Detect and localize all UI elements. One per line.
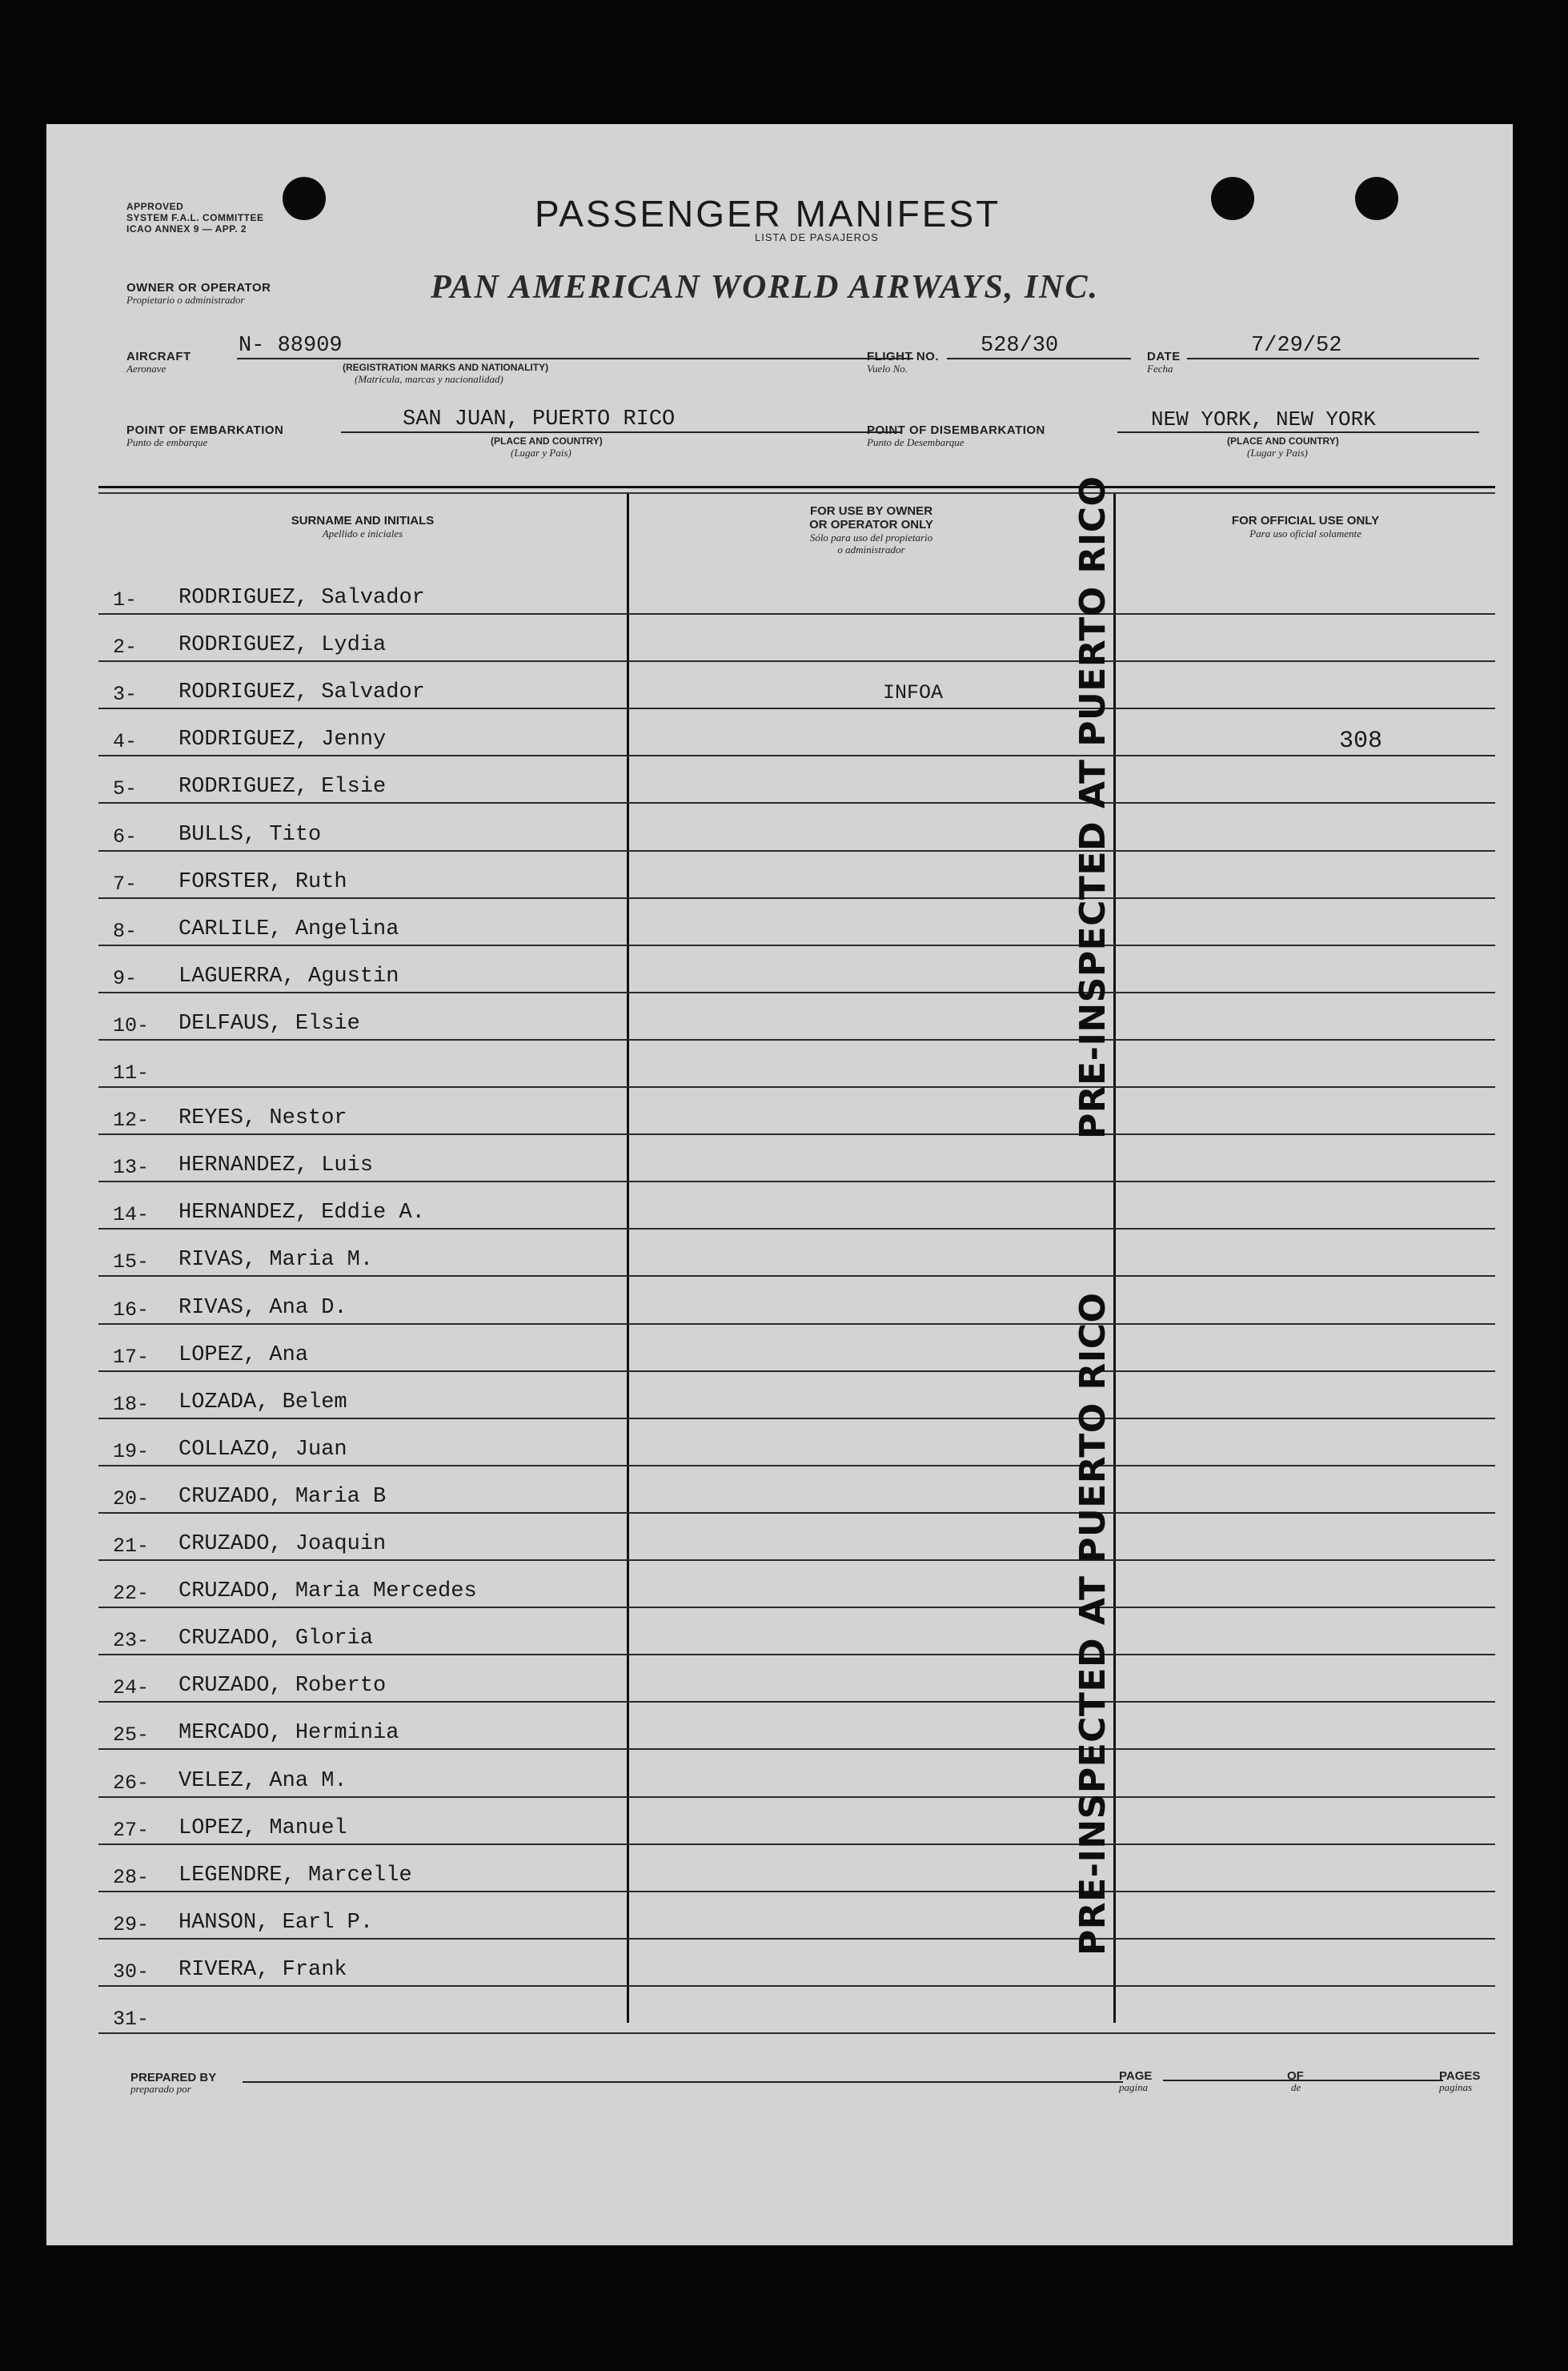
passenger-name: FORSTER, Ruth — [178, 869, 347, 894]
table-row — [98, 804, 1495, 852]
row-number: 15- — [113, 1250, 150, 1274]
passenger-name: CRUZADO, Joaquin — [178, 1532, 387, 1556]
owner-header-line: FOR USE BY OWNER — [809, 504, 933, 518]
owner-label-es: Propietario o administrador — [126, 294, 245, 306]
surname-header-es: Apellido e iniciales — [322, 528, 403, 540]
row-number: 2- — [113, 636, 138, 660]
table-row — [98, 1466, 1495, 1514]
owner-label: OWNER OR OPERATOR — [126, 281, 271, 295]
table-row — [98, 615, 1495, 662]
passenger-name: LOPEZ, Manuel — [178, 1815, 347, 1840]
disembark-value: NEW YORK, NEW YORK — [1151, 407, 1376, 431]
approval-line: APPROVED — [126, 201, 184, 212]
row-number: 24- — [113, 1676, 150, 1700]
passenger-name: LEGENDRE, Marcelle — [178, 1863, 412, 1888]
passenger-name: REYES, Nestor — [178, 1106, 347, 1131]
passenger-name: HERNANDEZ, Luis — [178, 1153, 374, 1178]
row-number: 25- — [113, 1723, 150, 1747]
prepared-label-es: preparado por — [130, 2083, 191, 2095]
row-number: 26- — [113, 1771, 150, 1795]
embark-value: SAN JUAN, PUERTO RICO — [403, 407, 676, 431]
passenger-name: RODRIGUEZ, Salvador — [178, 680, 425, 705]
table-row — [98, 709, 1495, 756]
pages-label: PAGES — [1439, 2069, 1481, 2083]
row-number: 30- — [113, 1960, 150, 1984]
official-use-cell: 308 — [1339, 728, 1383, 756]
passenger-name: RODRIGUEZ, Lydia — [178, 633, 387, 658]
official-column-header — [1116, 514, 1495, 540]
owner-header-es-line: Sólo para uso del propietario — [809, 532, 933, 544]
passenger-name: RIVERA, Frank — [178, 1957, 347, 1982]
table-row — [98, 1845, 1495, 1892]
approval-note — [126, 201, 264, 235]
embark-label: POINT OF EMBARKATION — [126, 423, 284, 437]
row-number: 21- — [113, 1535, 150, 1558]
table-row — [98, 852, 1495, 899]
disembark-label-es: Punto de Desembarque — [867, 436, 964, 448]
passenger-name: DELFAUS, Elsie — [178, 1011, 360, 1036]
row-number: 17- — [113, 1345, 150, 1369]
table-row — [98, 1372, 1495, 1419]
embark-note: (PLACE AND COUNTRY) — [491, 435, 603, 447]
aircraft-value: N- 88909 — [239, 334, 343, 358]
table-row — [98, 993, 1495, 1041]
row-number: 12- — [113, 1109, 150, 1133]
punch-hole — [283, 177, 326, 220]
punch-hole — [1211, 177, 1254, 220]
passenger-name: HANSON, Earl P. — [178, 1910, 374, 1935]
embark-label-es: Punto de embarque — [126, 436, 208, 448]
table-row — [98, 1088, 1495, 1135]
table-row — [98, 1940, 1495, 1987]
page-label: PAGE — [1119, 2069, 1153, 2083]
page-label-es: pagina — [1119, 2081, 1149, 2093]
pre-inspected-stamp: PRE-INSPECTED AT PUERTO RICO — [1073, 1292, 1113, 1956]
table-row — [98, 756, 1495, 804]
table-row — [98, 1798, 1495, 1845]
row-number: 23- — [113, 1629, 150, 1653]
row-rule — [98, 2032, 1495, 2034]
table-row — [98, 1135, 1495, 1182]
passenger-name: CRUZADO, Roberto — [178, 1674, 387, 1699]
table-row — [98, 1325, 1495, 1372]
row-number: 16- — [113, 1298, 150, 1322]
passenger-name: BULLS, Tito — [178, 822, 322, 847]
row-number: 19- — [113, 1439, 150, 1463]
table-row — [98, 946, 1495, 993]
table-row — [98, 662, 1495, 709]
approval-line: SYSTEM F.A.L. COMMITTEE — [126, 212, 264, 223]
official-header: FOR OFFICIAL USE ONLY — [1231, 514, 1380, 528]
passenger-name: LAGUERRA, Agustin — [178, 964, 399, 989]
table-row — [98, 1655, 1495, 1703]
passenger-name: HERNANDEZ, Eddie A. — [178, 1201, 425, 1226]
passenger-name: LOPEZ, Ana — [178, 1342, 309, 1367]
punch-hole — [1355, 177, 1398, 220]
table-row — [98, 1278, 1495, 1325]
flight-value: 528/30 — [981, 334, 1059, 358]
table-row — [98, 1608, 1495, 1655]
passenger-name: CRUZADO, Gloria — [178, 1627, 374, 1651]
table-row — [98, 1514, 1495, 1561]
owner-column-header — [629, 504, 1113, 556]
row-number: 31- — [113, 2008, 150, 2031]
date-label-es: Fecha — [1147, 363, 1173, 375]
disembark-note: (PLACE AND COUNTRY) — [1227, 435, 1339, 447]
row-number: 29- — [113, 1912, 150, 1936]
row-number: 27- — [113, 1818, 150, 1842]
aircraft-label: AIRCRAFT — [126, 350, 191, 363]
surname-column-header — [98, 514, 627, 540]
passenger-name: CRUZADO, Maria Mercedes — [178, 1579, 477, 1604]
row-number: 3- — [113, 683, 138, 707]
table-row — [98, 899, 1495, 946]
approval-line: ICAO ANNEX 9 — APP. 2 — [126, 223, 247, 235]
aircraft-label-es: Aeronave — [126, 363, 166, 375]
owner-use-cell: INFOA — [883, 681, 944, 705]
manifest-sheet — [46, 124, 1513, 2245]
page-title: PASSENGER MANIFEST — [535, 193, 1001, 235]
passenger-name: RIVAS, Maria M. — [178, 1248, 374, 1273]
table-row — [98, 1987, 1495, 2034]
embark-note-es: (Lugar y Pais) — [511, 447, 571, 459]
table-row — [98, 1751, 1495, 1798]
row-number: 13- — [113, 1156, 150, 1180]
disembark-note-es: (Lugar y Pais) — [1247, 447, 1308, 459]
row-number: 14- — [113, 1203, 150, 1227]
row-number: 20- — [113, 1486, 150, 1510]
page-subtitle: LISTA DE PASAJEROS — [755, 231, 879, 243]
row-number: 18- — [113, 1392, 150, 1416]
row-number: 10- — [113, 1013, 150, 1037]
aircraft-note-es: (Matricula, marcas y nacionalidad) — [355, 373, 503, 385]
row-number: 9- — [113, 966, 138, 990]
table-row — [98, 1561, 1495, 1608]
row-number: 8- — [113, 919, 138, 943]
table-row — [98, 1419, 1495, 1466]
passenger-name: COLLAZO, Juan — [178, 1437, 347, 1462]
row-number: 7- — [113, 872, 138, 896]
owner-header-line: OR OPERATOR ONLY — [809, 518, 933, 532]
passenger-name: MERCADO, Herminia — [178, 1721, 399, 1746]
flight-label-es: Vuelo No. — [867, 363, 908, 375]
table-row — [98, 1703, 1495, 1750]
row-number: 4- — [113, 730, 138, 754]
row-number: 28- — [113, 1865, 150, 1889]
row-number: 5- — [113, 777, 138, 801]
passenger-name: LOZADA, Belem — [178, 1390, 347, 1414]
pre-inspected-stamp: PRE-INSPECTED AT PUERTO RICO — [1073, 475, 1113, 1139]
owner-value: PAN AMERICAN WORLD AIRWAYS, INC. — [431, 269, 1100, 306]
row-number: 11- — [113, 1061, 150, 1085]
row-number: 22- — [113, 1582, 150, 1606]
table-row — [98, 1041, 1495, 1088]
date-value: 7/29/52 — [1251, 334, 1342, 358]
passenger-name: RODRIGUEZ, Jenny — [178, 728, 387, 752]
official-header-es: Para uso oficial solamente — [1249, 528, 1361, 540]
pages-label-es: paginas — [1439, 2081, 1473, 2093]
table-row — [98, 568, 1495, 615]
table-row — [98, 1182, 1495, 1230]
passenger-name: RIVAS, Ana D. — [178, 1295, 347, 1320]
passenger-name: CRUZADO, Maria B — [178, 1484, 387, 1509]
passenger-name: CARLILE, Angelina — [178, 917, 399, 941]
surname-header: SURNAME AND INITIALS — [291, 514, 435, 528]
passenger-name: RODRIGUEZ, Elsie — [178, 775, 387, 800]
table-row — [98, 1892, 1495, 1940]
row-number: 6- — [113, 824, 138, 849]
flight-label: FLIGHT NO. — [867, 350, 939, 363]
row-number: 1- — [113, 588, 138, 612]
passenger-name: VELEZ, Ana M. — [178, 1768, 347, 1793]
passenger-name: RODRIGUEZ, Salvador — [178, 586, 425, 610]
of-label-es: de — [1291, 2081, 1301, 2093]
of-label: OF — [1287, 2069, 1304, 2083]
disembark-label: POINT OF DISEMBARKATION — [867, 423, 1045, 437]
owner-header-es-line: o administrador — [837, 544, 905, 556]
aircraft-note: (REGISTRATION MARKS AND NATIONALITY) — [343, 362, 549, 373]
prepared-label: PREPARED BY — [130, 2071, 217, 2084]
date-label: DATE — [1147, 350, 1181, 363]
table-row — [98, 1230, 1495, 1277]
